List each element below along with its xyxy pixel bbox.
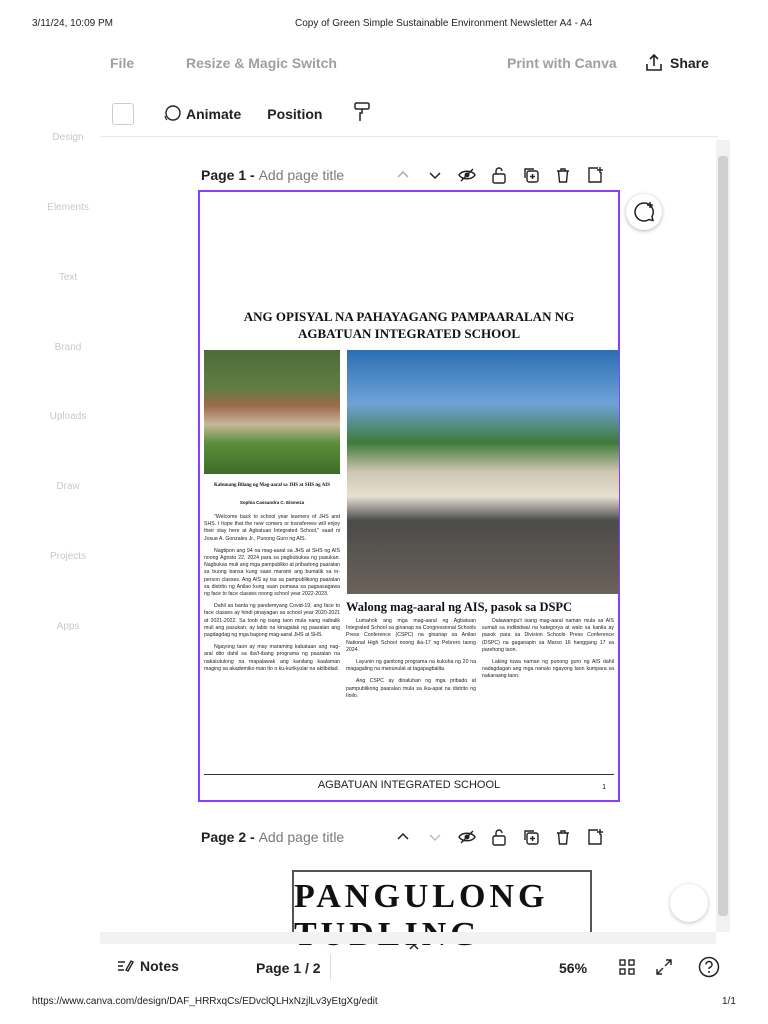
toolbar-divider: [100, 136, 718, 137]
sidebar-item-elements[interactable]: Elements: [47, 202, 89, 213]
delete-page-icon[interactable]: [554, 828, 572, 846]
position-button[interactable]: [267, 106, 322, 122]
lock-page-icon[interactable]: [490, 166, 508, 184]
mid-paragraph: Layunin ng ganitong programa na kukuha ng 20 na magagaling na manunulat at tagapagbalita.: [346, 659, 476, 673]
right-paragraph: Dalawampu't isang mag-aaral naman mula sa AIS sumali sa indibidwal na kategorya at walo sa kanila ay pasok para sa Division Schools Press Conference (DSPC) na gaganapin sa Marso 16 hanggang 17 sa parehong taon.: [482, 618, 614, 653]
sidebar-item-design[interactable]: Design: [52, 132, 84, 143]
notes-button[interactable]: [117, 958, 179, 974]
sidebar-item-projects[interactable]: Projects: [49, 551, 87, 562]
print-doc-title: Copy of Green Simple Sustainable Environment Newsletter A4 - A4: [295, 18, 593, 29]
newsletter-title: [200, 308, 618, 342]
hide-page-icon[interactable]: [458, 166, 476, 184]
add-page-icon[interactable]: [586, 828, 604, 846]
print-page-count: 1/1: [722, 996, 736, 1007]
article-byline: Sophia Cassandra C. Eismeza: [239, 500, 305, 505]
move-down-icon[interactable]: [426, 166, 444, 184]
article-headline: Walong mag-aaral ng AIS, pasok sa DSPC: [346, 600, 573, 614]
share-icon: [644, 53, 664, 73]
paint-format-button[interactable]: [352, 101, 372, 128]
zoom-level[interactable]: 56%: [559, 960, 588, 976]
newsletter-footer: AGBATUAN INTEGRATED SCHOOL: [317, 779, 501, 791]
animate-icon: [162, 104, 182, 124]
help-button[interactable]: [698, 956, 720, 983]
move-down-icon[interactable]: [426, 828, 444, 846]
school-sign-photo[interactable]: [204, 350, 340, 474]
paint-roller-icon: [352, 101, 372, 123]
bottom-bar: [0, 946, 768, 990]
move-up-icon[interactable]: [394, 166, 412, 184]
editor-toolbar: [112, 100, 372, 128]
page-1-canvas[interactable]: [198, 190, 620, 802]
add-comment-button[interactable]: [626, 194, 662, 230]
page-indicator[interactable]: Page 1 / 2: [256, 960, 321, 976]
mid-paragraph: Ang CSPC ay dinaluhan ng mga pribado at pampublikong paaralan mula sa ika-apat na distrito ng Iloilo.: [346, 678, 476, 699]
help-icon: [698, 956, 720, 978]
newsletter-title-line2: AGBATUAN INTEGRATED SCHOOL: [298, 326, 520, 341]
notes-label: Notes: [140, 958, 179, 974]
left-paragraph: "Welcome back to school year learners of JHS and SHS. I hope that the new comers or transferees will enjoy their stay here at Agbatuan Integrated School," saad ni Josue A. Gonzales Jr., Punong Guro ng AIS.: [204, 514, 340, 542]
page-2-canvas[interactable]: [200, 854, 618, 934]
page-2-title-input[interactable]: Add page title: [258, 829, 345, 845]
article-mid-column: [346, 618, 476, 705]
sidebar-item-text[interactable]: Text: [58, 272, 78, 283]
duplicate-page-icon[interactable]: [522, 828, 540, 846]
left-paragraph: Ngayong taon ay may maraming kabataan ang nag-aral dito dahil sa iba't-ibang programa ng paaralan na nakatutulong na mapalawak ang kanilang kaalaman maging sa akademiko man ito o ku-kurikyular na aktibidad.: [204, 644, 340, 672]
color-picker-swatch[interactable]: [112, 103, 134, 125]
article-right-column: [482, 618, 614, 686]
page-1-title: [201, 167, 344, 183]
share-button[interactable]: [644, 53, 709, 73]
delete-page-icon[interactable]: [554, 166, 572, 184]
page-1-label: Page 1 -: [201, 167, 255, 183]
print-datetime: 3/11/24, 10:09 PM: [32, 18, 113, 29]
vertical-scrollbar-thumb[interactable]: [718, 156, 728, 916]
footer-divider: [204, 774, 614, 775]
photo-caption: Kabuuang Bilang ng Mag-aaral sa JHS at SHS ng AIS: [213, 483, 330, 488]
page-1-controls: [394, 166, 604, 184]
file-menu[interactable]: File: [110, 55, 135, 71]
page-2-title: [201, 829, 344, 845]
sidebar-item-brand[interactable]: Brand: [54, 342, 82, 353]
print-with-canva-button[interactable]: Print with Canva: [507, 55, 617, 71]
resize-magic-switch-menu[interactable]: Resize & Magic Switch: [186, 55, 337, 71]
fullscreen-button[interactable]: [655, 958, 673, 981]
students-group-photo[interactable]: [347, 350, 619, 594]
page-2-label: Page 2 -: [201, 829, 255, 845]
move-up-icon[interactable]: [394, 828, 412, 846]
animate-button[interactable]: [162, 104, 241, 124]
newsletter-title-line1: ANG OPISYAL NA PAHAYAGANG PAMPAARALAN NG: [243, 309, 575, 324]
right-paragraph: Laking tuwa naman ng punong guro ng AIS dahil nadagdagan ang mga nanalo ngayong taon kumpara sa nakaraang taon.: [482, 659, 614, 680]
bottom-divider: [330, 954, 331, 980]
newsletter-page-number: 1: [602, 784, 606, 791]
share-label: Share: [670, 55, 709, 71]
page-2-heading-box: [292, 870, 592, 940]
sidebar-item-uploads[interactable]: Uploads: [49, 411, 87, 422]
lock-page-icon[interactable]: [490, 828, 508, 846]
print-url: https://www.canva.com/design/DAF_HRRxqCs/EDvclQLHxNzjlLv3yEtgXg/edit: [32, 996, 378, 1007]
animate-label: Animate: [186, 106, 242, 122]
page-2-heading-line1: PANGULONG: [294, 878, 549, 915]
grid-view-button[interactable]: [618, 958, 636, 981]
page-2-controls: [394, 828, 604, 846]
assistant-button[interactable]: [670, 884, 708, 922]
left-paragraph: Dahil sa banta ng pandemyang Covid-19, ang face to face classes ay hindi pinayagan sa school year 2020-2021 at 2021-2022. Sa loob ng isang taon mula nang naibalik muli ang pasukan, ay labis na kinagalak ng paaralan ang pagdagdag ng mga bagong mag-aaral JHS at SHS.: [204, 603, 340, 639]
add-page-icon[interactable]: [586, 166, 604, 184]
grid-view-icon: [618, 958, 636, 976]
hide-page-icon[interactable]: [458, 828, 476, 846]
sidebar-item-draw[interactable]: Draw: [56, 481, 80, 492]
article-left-column: [204, 514, 340, 678]
sidebar-item-apps[interactable]: Apps: [56, 621, 80, 632]
notes-icon: [117, 958, 135, 974]
mid-paragraph: Lumahok ang mga mag-aaral ng Agbatuan Integrated School sa ginanap na Congressional Schools Press Conference (CSPC) na ginanap sa Anilao National High School noong ika-17 ng Pebrero taong 2024.: [346, 618, 476, 653]
left-paragraph: Nagtipon ang 94 na mag-aaral sa JHS at SHS ng AIS noong Agosto 22, 2024 para sa pagbubukas ng pasukan. Nagbukas muli ang mga pampubliko at pribadong paaralan sa buong bansa kung saan marami ang bumalik sa in-person classes. Ang AIS ay isa sa pampublikong paaralan sa distrito ng Anilao kung saan pumasa sa pagsasagawa ng face to face classes noong school year 2022-2023.: [204, 547, 340, 598]
duplicate-page-icon[interactable]: [522, 166, 540, 184]
comment-plus-icon: [626, 194, 662, 230]
expand-icon: [655, 958, 673, 976]
position-label: Position: [267, 106, 323, 122]
page-1-title-input[interactable]: Add page title: [258, 167, 345, 183]
